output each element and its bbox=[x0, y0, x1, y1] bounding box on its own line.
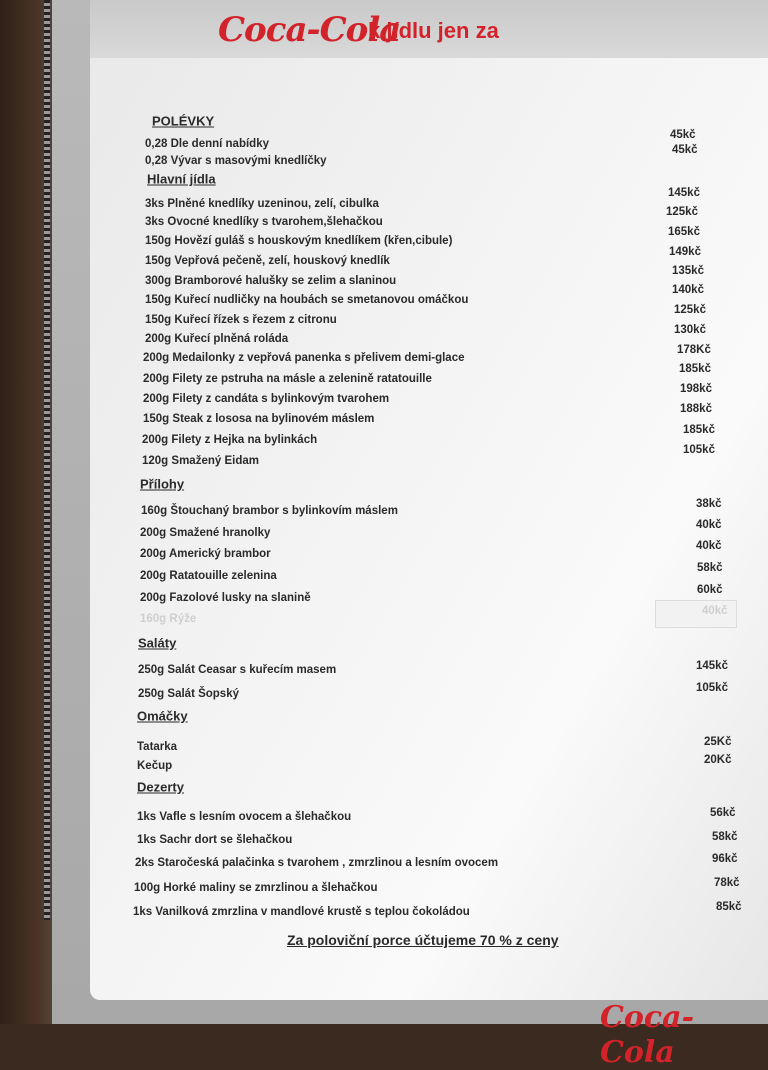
menu-item-price: 130kč bbox=[674, 324, 706, 336]
wooden-table bbox=[0, 0, 60, 1024]
section-heading: Hlavní jídla bbox=[147, 171, 216, 187]
menu-item-price: 140kč bbox=[672, 284, 704, 296]
menu-item-price: 40kč bbox=[702, 605, 728, 617]
menu-item-price: 185kč bbox=[683, 424, 715, 436]
menu-item-name: 200g Filety ze pstruha na másle a zelenině ratatouille bbox=[143, 373, 432, 385]
menu-item-price: 45kč bbox=[670, 129, 696, 141]
menu-item-price: 188kč bbox=[680, 403, 712, 415]
menu-item-price: 78kč bbox=[714, 877, 740, 889]
menu-item-name: 200g Medailonky z vepřová panenka s přelivem demi-glace bbox=[143, 352, 465, 364]
section-heading: Dezerty bbox=[137, 779, 184, 795]
menu-item-name: 250g Salát Šopský bbox=[138, 688, 239, 700]
menu-item-price: 149kč bbox=[669, 246, 701, 258]
menu-item-price: 58kč bbox=[697, 562, 723, 574]
menu-item-price: 20Kč bbox=[704, 754, 732, 766]
menu-item-price: 96kč bbox=[712, 853, 738, 865]
menu-item-price: 145kč bbox=[668, 187, 700, 199]
menu-item-name: 1ks Vanilková zmrzlina v mandlové krustě s teplou čokoládou bbox=[133, 906, 470, 918]
menu-item-price: 198kč bbox=[680, 383, 712, 395]
menu-item-name: 0,28 Vývar s masovými knedlíčky bbox=[145, 155, 327, 167]
menu-item-name: 150g Kuřecí nudličky na houbách se smetanovou omáčkou bbox=[145, 294, 469, 306]
menu-item-name: 200g Filety z Hejka na bylinkách bbox=[142, 434, 318, 446]
menu-item-name: 200g Fazolové lusky na slanině bbox=[140, 592, 311, 604]
coca-cola-logo-bottom: Coca-Cola bbox=[600, 1000, 695, 1070]
menu-item-name: 150g Kuřecí řízek s řezem z citronu bbox=[145, 314, 337, 326]
menu-item-name: 150g Hovězí guláš s houskovým knedlíkem (křen,cibule) bbox=[145, 235, 453, 247]
menu-item-price: 185kč bbox=[679, 363, 711, 375]
menu-item-name: 200g Filety z candáta s bylinkovým tvarohem bbox=[143, 393, 390, 405]
menu-item-price: 135kč bbox=[672, 265, 704, 277]
menu-item-price: 60kč bbox=[697, 584, 723, 596]
menu-item-price: 58kč bbox=[712, 831, 738, 843]
header-tagline: k jídlu jen za bbox=[368, 18, 499, 43]
menu-item-name: 1ks Sachr dort se šlehačkou bbox=[137, 834, 293, 846]
menu-item-price: 25Kč bbox=[704, 736, 732, 748]
menu-item-name: 1ks Vafle s lesním ovocem a šlehačkou bbox=[137, 811, 352, 823]
menu-item-name: 3ks Plněné knedlíky uzeninou, zelí, cibulka bbox=[145, 198, 379, 210]
sleeve-stitching bbox=[44, 0, 50, 920]
menu-item-name: Kečup bbox=[137, 760, 173, 772]
menu-item-price: 105kč bbox=[683, 444, 715, 456]
menu-item-price: 125kč bbox=[674, 304, 706, 316]
menu-item-price: 40kč bbox=[696, 519, 722, 531]
menu-item-name: 200g Americký brambor bbox=[140, 548, 271, 560]
menu-item-name: 0,28 Dle denní nabídky bbox=[145, 138, 269, 150]
menu-item-name: 150g Vepřová pečeně, zelí, houskový knedlík bbox=[145, 255, 390, 267]
menu-item-name: 160g Rýže bbox=[140, 613, 197, 625]
menu-item-price: 178Kč bbox=[677, 344, 711, 356]
menu-item-name: 250g Salát Ceasar s kuřecím masem bbox=[138, 664, 337, 676]
menu-item-price: 38kč bbox=[696, 498, 722, 510]
menu-item-name: Tatarka bbox=[137, 741, 178, 753]
menu-item-price: 40kč bbox=[696, 540, 722, 552]
menu-item-name: 300g Bramborové halušky se zelim a slaninou bbox=[145, 275, 397, 287]
menu-item-name: 200g Kuřecí plněná roláda bbox=[145, 333, 289, 345]
menu-item-price: 165kč bbox=[668, 226, 700, 238]
section-heading: Omáčky bbox=[137, 708, 188, 724]
half-portion-note: Za poloviční porce účtujeme 70 % z ceny bbox=[287, 932, 559, 948]
section-heading: Saláty bbox=[138, 635, 177, 651]
section-heading: Přílohy bbox=[140, 476, 185, 492]
menu-item-name: 3ks Ovocné knedlíky s tvarohem,šlehačkou bbox=[145, 216, 383, 228]
coca-cola-logo: Coca-Cola bbox=[218, 10, 401, 50]
menu-item-price: 56kč bbox=[710, 807, 736, 819]
menu-item-name: 2ks Staročeská palačinka s tvarohem , zmrzlinou a lesním ovocem bbox=[135, 857, 499, 869]
menu-item-name: 120g Smažený Eidam bbox=[142, 455, 259, 467]
menu-item-price: 145kč bbox=[696, 660, 728, 672]
menu-item-name: 150g Steak z lososa na bylinovém máslem bbox=[143, 413, 375, 425]
menu-item-price: 45kč bbox=[672, 144, 698, 156]
menu-item-name: 200g Ratatouille zelenina bbox=[140, 570, 277, 582]
menu-item-price: 85kč bbox=[716, 901, 742, 913]
menu-item-price: 105kč bbox=[696, 682, 728, 694]
menu-item-name: 160g Štouchaný brambor s bylinkovím máslem bbox=[141, 505, 398, 517]
menu-item-price: 125kč bbox=[666, 206, 698, 218]
menu-item-name: 100g Horké maliny se zmrzlinou a šlehačkou bbox=[134, 882, 378, 894]
section-heading: POLÉVKY bbox=[152, 113, 215, 129]
menu-item-name: 200g Smažené hranolky bbox=[140, 527, 271, 539]
